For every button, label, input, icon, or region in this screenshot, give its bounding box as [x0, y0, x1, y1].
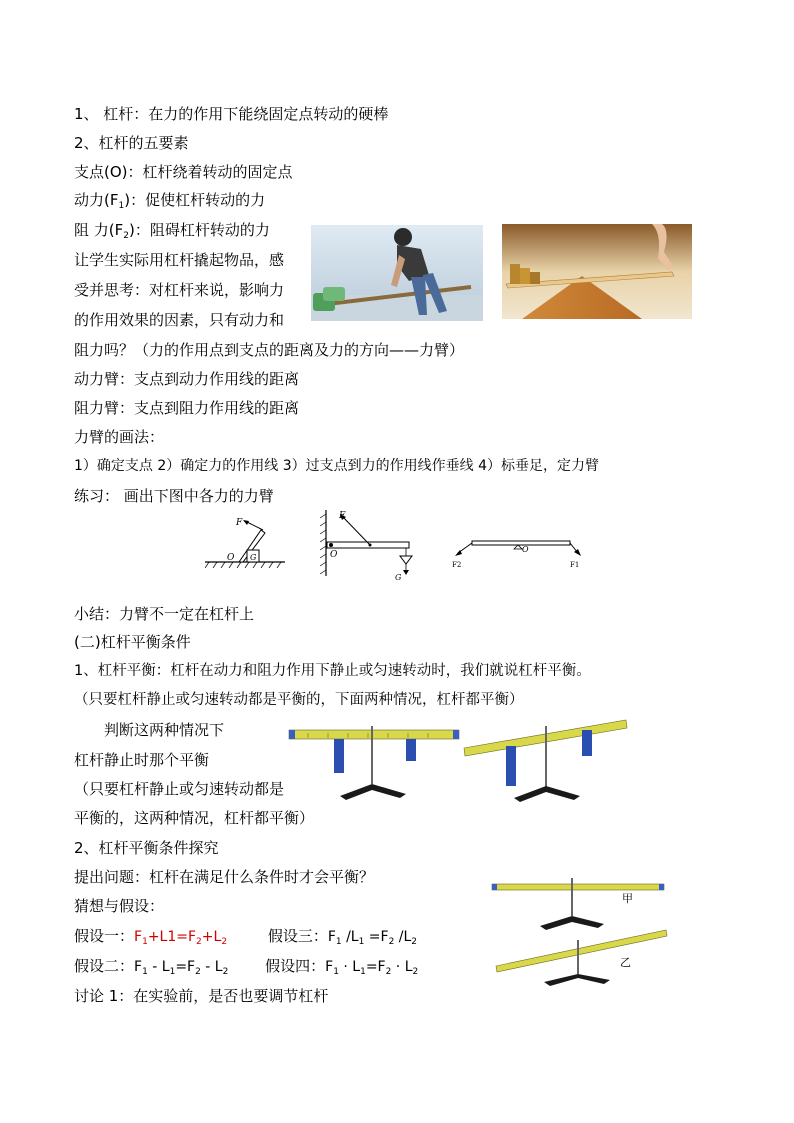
fulcrum-label: O: [522, 545, 529, 554]
label-yi: 乙: [620, 956, 631, 969]
paragraph-line: 阻力吗？（力的作用点到支点的距离及力的方向——力臂）: [74, 341, 465, 359]
balance-definition: 1、杠杆平衡：杠杆在动力和阻力作用下静止或匀速转动时，我们就说杠杆平衡。: [74, 663, 591, 679]
hypothesis-row-1: 假设一：$F_1+L1=F_2+L_2$ 假设三：$F_1$ $/L_1 =F_2$ $/L_2$: [74, 927, 418, 947]
crowbar-photo: [311, 225, 483, 321]
lever-yi-photo: [494, 928, 670, 988]
question: 提出问题：杠杆在满足什么条件时才会平衡？: [74, 868, 375, 886]
heading-five-elements: 2、杠杆的五要素: [74, 134, 189, 152]
fulcrum-label: O: [227, 553, 235, 563]
lever-tilted-photo: [462, 712, 628, 806]
exercise-prompt: 练习： 画出下图中各力的力臂: [74, 487, 274, 505]
discussion-1: 讨论 1：在实验前，是否也要调节杠杆: [74, 987, 329, 1005]
answer-line: 平衡的，这两种情况，杠杆都平衡）: [74, 809, 315, 827]
section-heading: (二)杠杆平衡条件: [74, 633, 191, 651]
resistance-arm-definition: 阻力臂：支点到阻力作用线的距离: [74, 399, 300, 417]
question-line: 杠杆静止时那个平衡: [74, 751, 210, 769]
gravity-label: G: [395, 573, 402, 582]
arm-drawing-steps: 1）确定支点 2）确定力的作用线 3）过支点到力的作用线作垂线 4）标垂足，定力臂: [74, 458, 599, 474]
question-line: 判断这两种情况下: [104, 721, 225, 739]
lever-jia-photo: [490, 876, 670, 930]
fulcrum-definition: 支点(O)：杠杆绕着转动的固定点: [74, 163, 293, 181]
resistance-definition: 阻 力$(F_2)$：阻碍杠杆转动的力: [74, 221, 270, 241]
paragraph-line: 的作用效果的因素，只有动力和: [74, 311, 285, 329]
answer-line: （只要杠杆静止或匀速转动都是: [74, 780, 285, 798]
hypothesis-row-2: 假设二：$F_1 - L_1=F_2 - L_2$ 假设四：$F_1 \cdot L_1=F_2 \cdot L_2$: [74, 957, 419, 977]
label-jia: 甲: [622, 892, 633, 905]
explore-heading: 2、杠杆平衡条件探究: [74, 839, 219, 857]
lever-horizontal-photo: [288, 722, 460, 806]
force-label: F2: [452, 561, 462, 569]
effort-arm-definition: 动力臂：支点到动力作用线的距离: [74, 370, 300, 388]
arm-drawing-heading: 力臂的画法：: [74, 428, 165, 446]
exercise-figure-1: [205, 512, 285, 570]
force-label: F: [236, 518, 243, 528]
gravity-label: G: [250, 553, 257, 562]
force-label: F1: [570, 561, 580, 569]
hypothesis-heading: 猜想与假设：: [74, 897, 165, 915]
exercise-figure-3: [450, 535, 590, 575]
definition-lever: 1、 杠杆：在力的作用下能绕固定点转动的硬棒: [74, 105, 389, 123]
paragraph-line: 受并思考：对杠杆来说，影响力: [74, 281, 285, 299]
fulcrum-label: O: [330, 550, 338, 560]
effort-definition: 动力$(F_1)$：促使杠杆转动的力: [74, 191, 266, 211]
exercise-figure-2: [318, 508, 418, 586]
balance-note: （只要杠杆静止或匀速转动都是平衡的，下面两种情况，杠杆都平衡）: [74, 692, 524, 708]
force-label: F: [339, 511, 346, 521]
summary: 小结：力臂不一定在杠杆上: [74, 605, 255, 623]
paragraph-line: 让学生实际用杠杆撬起物品，感: [74, 251, 285, 269]
balance-coins-photo: [502, 224, 692, 319]
